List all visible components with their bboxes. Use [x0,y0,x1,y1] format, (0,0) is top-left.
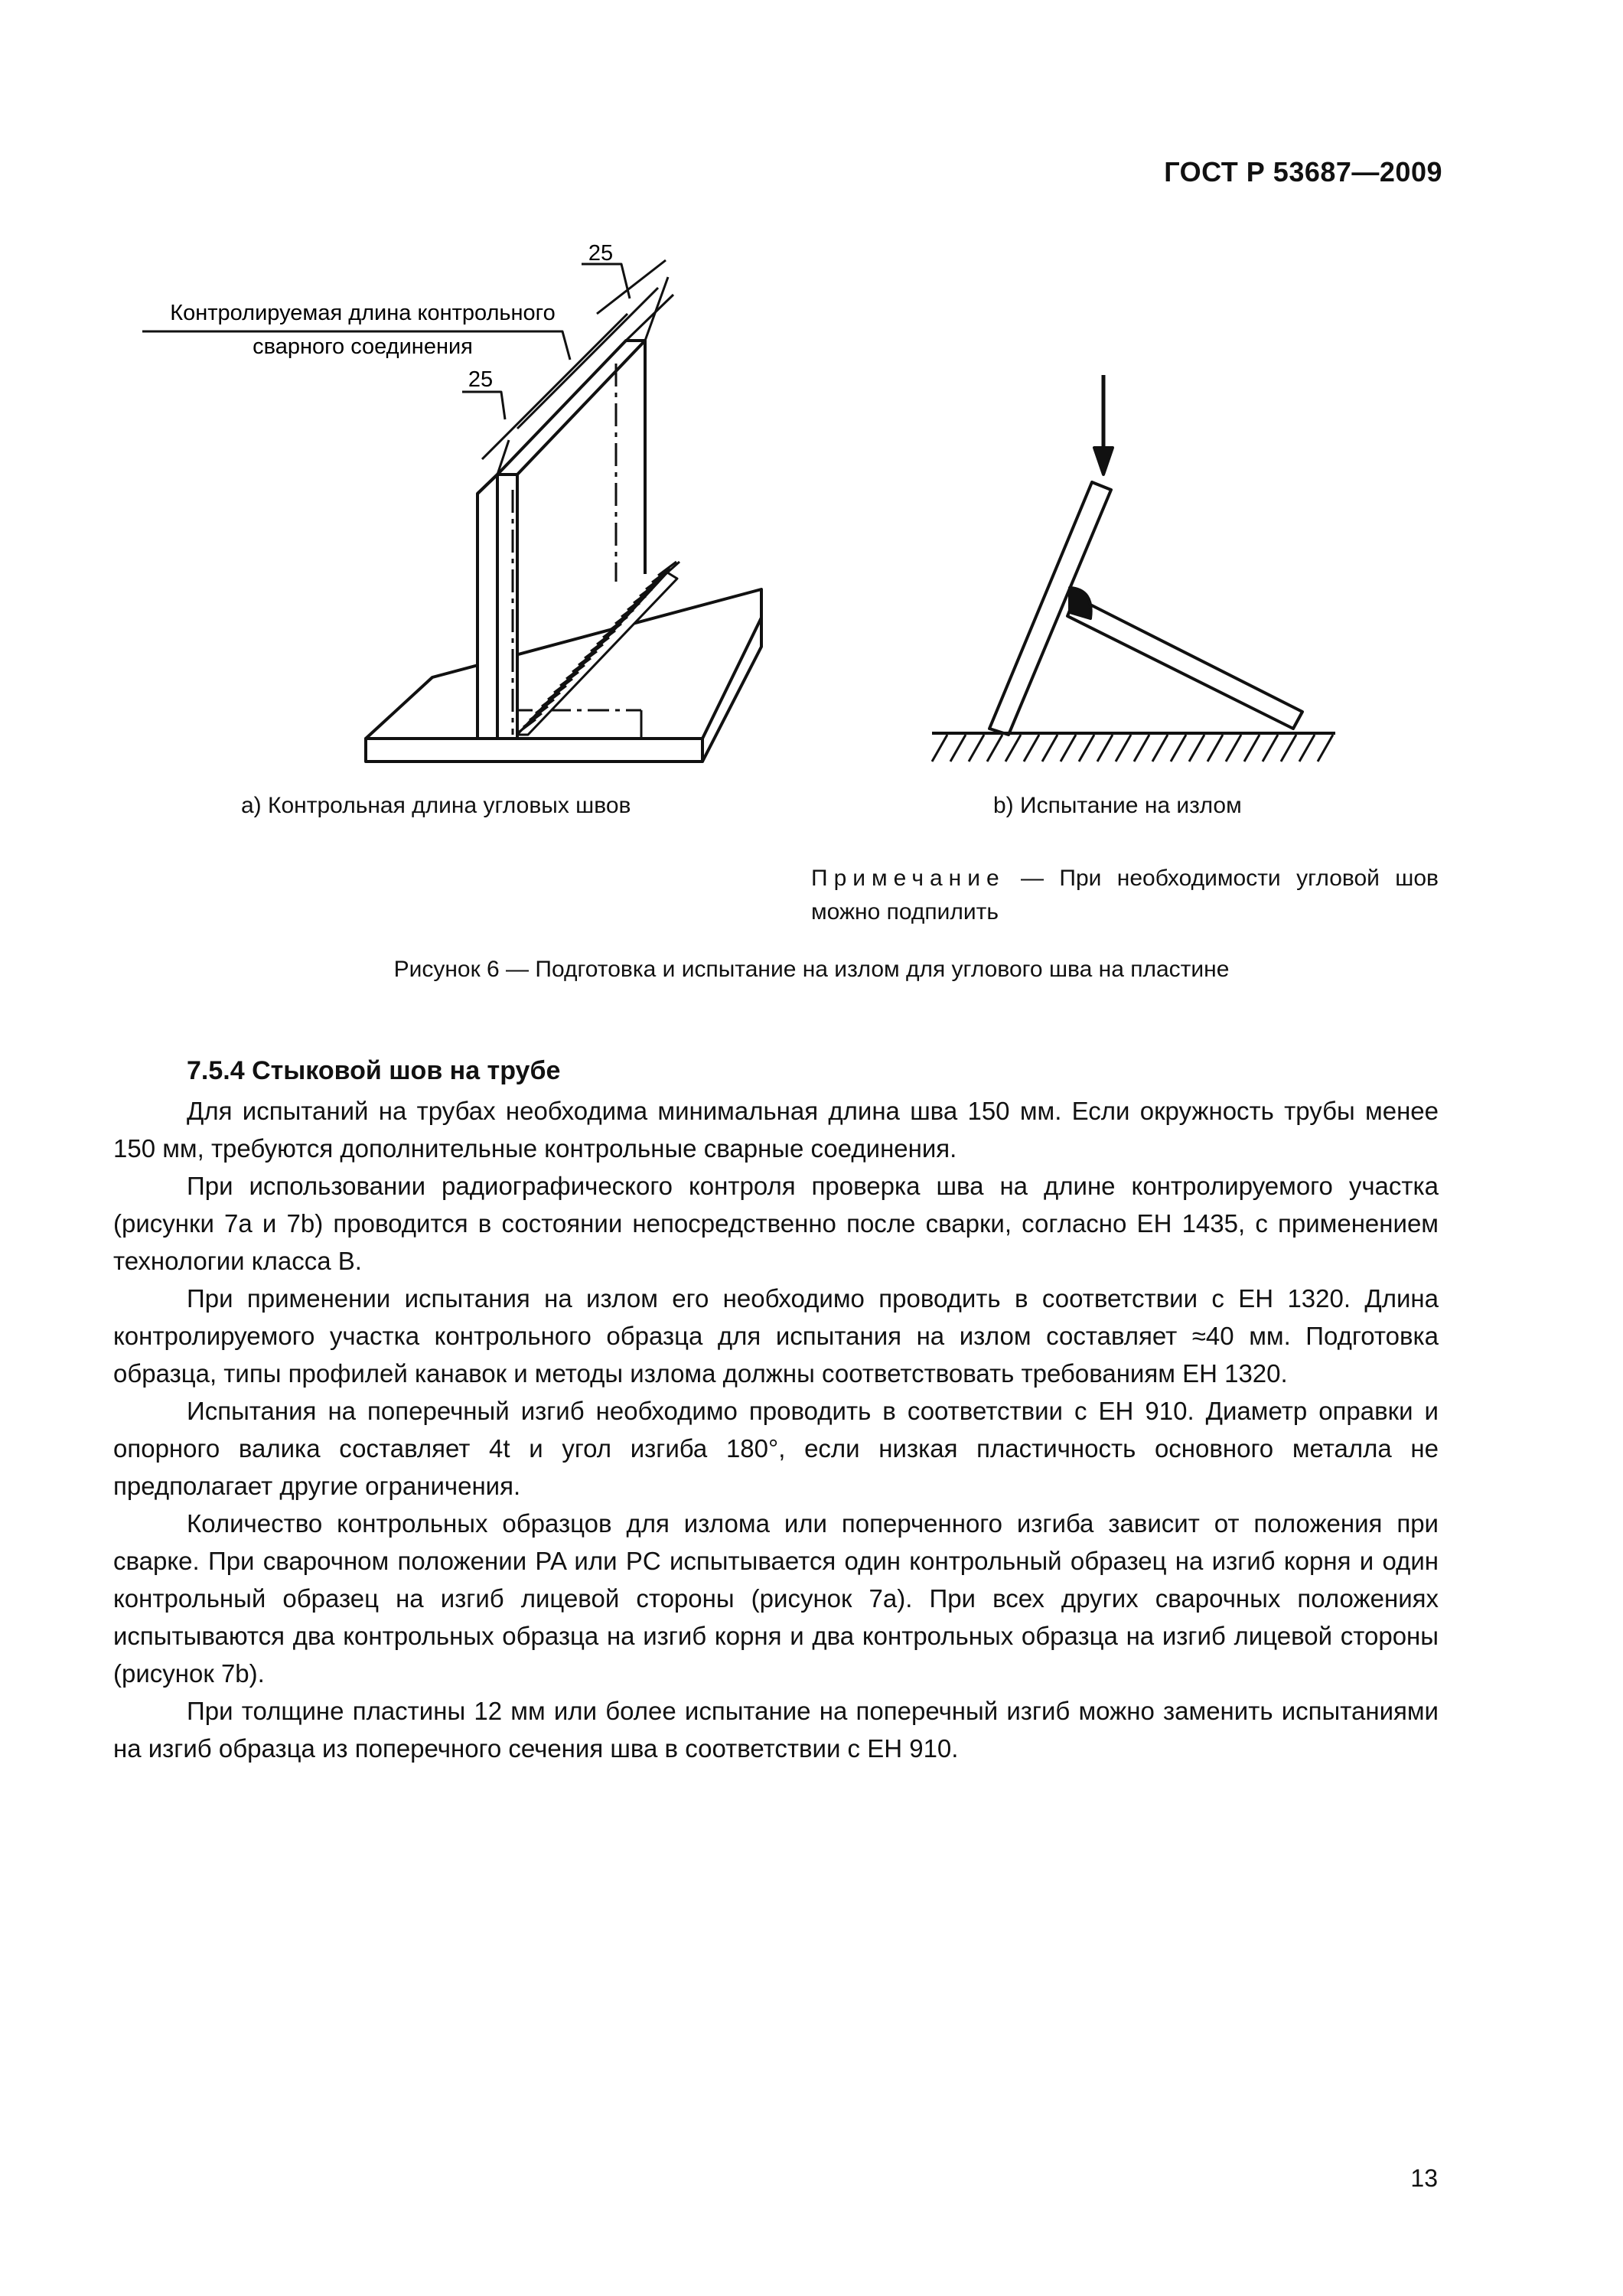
dimension-top-25: 25 [588,241,614,266]
paragraph: Количество контрольных образцов для излома или поперченного изгиба зависит от положения при сварке. При сварочном положении PA или PC испытывается один контрольный образец на изгиб корня и один контрольный образец на изгиб лицевой стороны (рисунок 7a). При всех других сварочных положениях испытываются два контрольных образца на изгиб корня и два контрольных образца на изгиб лицевой стороны (рисунок 7b). [113,1509,1439,1688]
label-controlled-length-line2: сварного соединения [253,334,473,359]
page-number: 13 [1410,2164,1438,2192]
figure-caption: Рисунок 6 — Подготовка и испытание на излом для углового шва на пластине [393,957,1230,982]
section-7-5-4 [113,1052,1439,1767]
subfigure-caption-a: a) Контрольная длина угловых швов [241,793,631,818]
paragraph: Испытания на поперечный изгиб необходимо проводить в соответствии с ЕН 910. Диаметр оправки и опорного валика составляет 4t и угол изгиба 180°, если низкая пластичность основного металла не предполагает другие ограничения. [113,1397,1439,1500]
paragraph: Для испытаний на трубах необходима минимальная длина шва 150 мм. Если окружность трубы менее 150 мм, требуются дополнительные контрольные сварные соединения. [113,1097,1439,1163]
document-code: ГОСТ Р 53687—2009 [1164,156,1442,188]
note-text: — При необходимости угловой шов можно подпилить [811,866,1439,925]
fracture-test-drawing [932,375,1335,762]
figure-note [811,862,1439,929]
dimension-bottom-25: 25 [468,367,494,392]
subfigure-caption-b: b) Испытание на излом [993,793,1242,818]
label-controlled-length-line1: Контролируемая длина контрольного [170,301,556,325]
paragraph: При применении испытания на излом его необходимо проводить в соответствии с ЕН 1320. Длина контролируемого участка контрольного образца для испытания на излом составляет ≈40 мм. Подготовка образца, типы профилей канавок и методы излома должны соответствовать требованиям ЕН 1320. [113,1284,1439,1388]
paragraph: При толщине пластины 12 мм или более испытание на поперечный изгиб можно заменить испытаниями на изгиб образца из поперечного сечения шва в соответствии с ЕН 910. [113,1697,1439,1763]
section-heading: 7.5.4 Стыковой шов на трубе [187,1056,561,1085]
note-label: Примечание [811,866,1005,891]
figure-6-drawing [0,0,1623,796]
paragraph: При использовании радиографического контроля проверка шва на длине контролируемого участка (рисунки 7a и 7b) проводится в состоянии непосредственно после сварки, согласно ЕН 1435, с применением технологии класса В. [113,1172,1439,1275]
